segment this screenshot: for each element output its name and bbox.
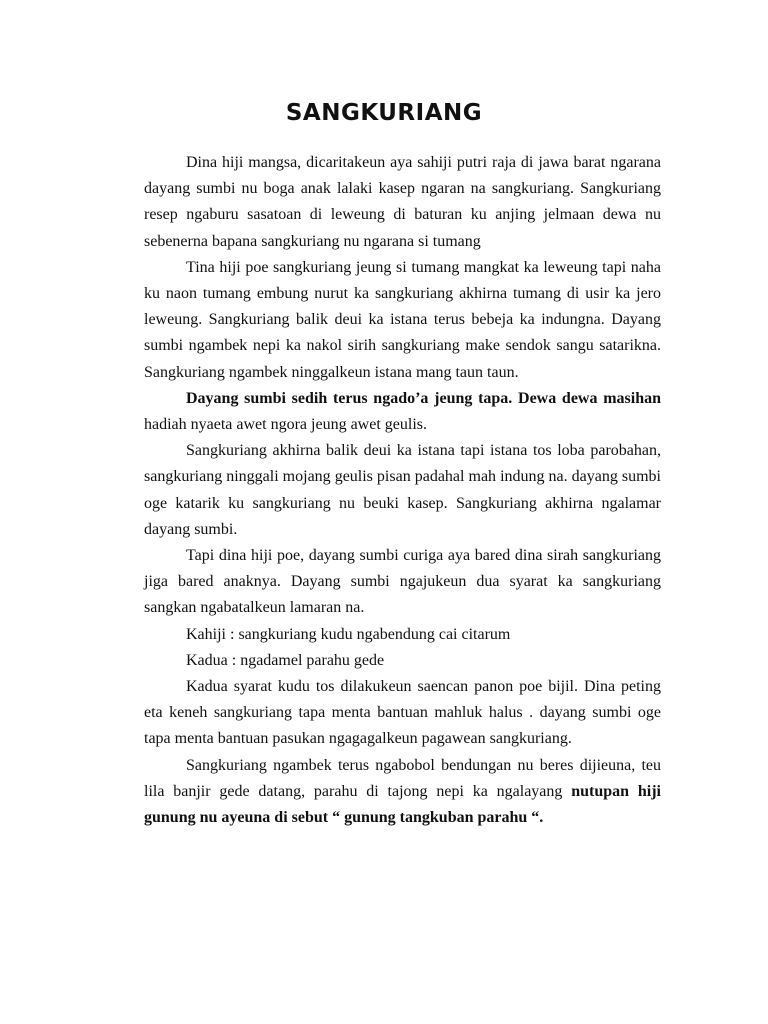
paragraph-7: Kadua : ngadamel parahu gede: [186, 651, 385, 669]
paragraph-9-rest: Sangkuriang ngambek terus ngabobol bendungan nu beres dijieuna, teu lila banjir gede datang, parahu di tajong nepi ka ngalayang: [144, 756, 661, 800]
paragraph-6: Kahiji : sangkuriang kudu ngabendung cai citarum: [186, 625, 511, 643]
paragraph-9-bold-tail: nutupan hiji gunung nu ayeuna di sebut “ gunung tangkuban parahu “.: [144, 782, 661, 827]
paragraph-3-bold-lead: Dayang sumbi sedih terus ngado’a jeung tapa. Dewa dewa masihan: [186, 389, 661, 407]
paragraph-3: [144, 386, 661, 438]
paragraph-3-rest: hadiah nyaeta awet ngora jeung awet geulis.: [144, 416, 427, 434]
paragraph-4: Sangkuriang akhirna balik deui ka istana tapi istana tos loba parobahan, sangkuriang ninggali mojang geulis pisan padahal mah indung na. dayang sumbi oge katarik ku sangkuriang nu beuki kasep. Sangkuriang akhirna ngalamar dayang sumbi.: [144, 442, 661, 538]
document-title: SANGKURIANG: [285, 100, 483, 126]
paragraph-9: [144, 753, 661, 832]
paragraph-5: Tapi dina hiji poe, dayang sumbi curiga aya bared dina sirah sangkuriang jiga bared anaknya. Dayang sumbi ngajukeun dua syarat ka sangkuriang sangkan ngabatalkeun lamaran na.: [144, 547, 661, 617]
paragraph-2: Tina hiji poe sangkuriang jeung si tumang mangkat ka leweung tapi naha ku naon tumang embung nurut ka sangkuriang akhirna tumang di usir ka jero leweung. Sangkuriang balik deui ka istana terus bebeja ka indungna. Dayang sumbi ngambek nepi ka nakol sirih sangkuriang make sendok sangu satarikna. Sangkuriang ngambek ninggalkeun istana mang taun taun.: [144, 258, 661, 381]
document-body: [144, 150, 661, 831]
paragraph-1: Dina hiji mangsa, dicaritakeun aya sahiji putri raja di jawa barat ngarana dayang sumbi nu boga anak lalaki kasep ngaran na sangkuriang. Sangkuriang resep ngaburu sasatoan di leweung di baturan ku anjing jelmaan dewa nu sebenerna bapana sangkuriang nu ngarana si tumang: [144, 154, 661, 250]
paragraph-8: Kadua syarat kudu tos dilakukeun saencan panon poe bijil. Dina peting eta keneh sangkuriang tapa menta bantuan mahluk halus . dayang sumbi oge tapa menta bantuan pasukan ngagagalkeun pagawean sangkuriang.: [144, 678, 661, 748]
